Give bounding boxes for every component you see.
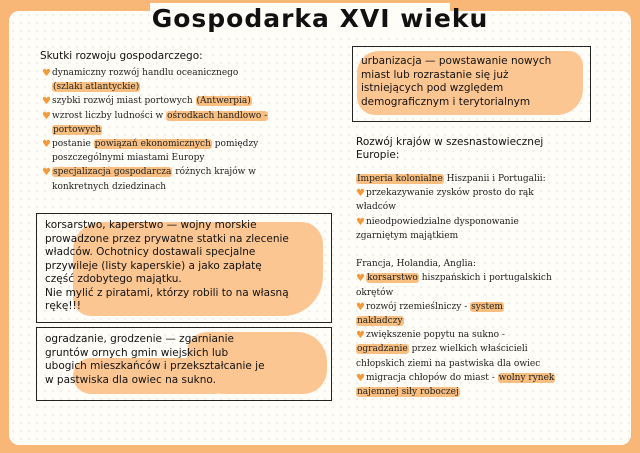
urbanizacja-text: urbanizacja — powstawanie nowych miast lub rozrastanie się już istniejących pod względem demograficznym i terytorialnym: [361, 55, 552, 108]
highlight: nakładczy: [357, 316, 403, 327]
heart-bullet-icon: ♥: [356, 301, 365, 313]
list-item: [42, 123, 268, 137]
ogradzanie-text: ogradzanie, grodzenie — zgarnianie gruntów ornych gmin wiejskich lub ubogich mieszkańców i przekształcanie je w pastwiska dla owiec na sukno.: [45, 333, 265, 386]
highlight: najemnej siły roboczej: [357, 387, 459, 398]
highlight: system: [471, 301, 503, 312]
highlight: powiązań ekonomicznych: [94, 139, 211, 150]
korsarstwo-text: korsarstwo, kaperstwo — wojny morskie prowadzone przez prywatne statki na zlecenie władców. Ochotnicy dostawali specjalne przywileje (listy kaperskie) a jako zapłatę część zdobytego majątku. Nie mylić z piratami, którzy robili to na własną rękę!!!: [45, 219, 289, 312]
list-item: ♥ korsarstwo hiszpańskich i portugalskich: [356, 273, 552, 285]
heart-bullet-icon: ♥: [42, 167, 51, 179]
heart-bullet-icon: ♥: [42, 139, 51, 151]
list-item: [356, 243, 555, 257]
list-item: ♥zwiększenie popytu na sukno -: [356, 330, 505, 342]
list-item: Francja, Holandia, Anglia:: [356, 259, 476, 270]
highlight: ogradzanie: [357, 344, 408, 355]
skutki-heading: Skutki rozwoju gospodarczego:: [40, 50, 203, 62]
korsarstwo-box: [36, 213, 332, 323]
skutki-list: [42, 66, 268, 194]
list-item: ♥rozwój rzemieślniczy - system: [356, 301, 503, 313]
list-item: władców: [356, 202, 396, 213]
list-item: konkretnych dziedzinach: [52, 181, 167, 192]
heart-bullet-icon: ♥: [356, 273, 365, 285]
highlight: Imperia kolonialne: [357, 174, 443, 184]
list-item: poszczególnymi miastami Europy: [52, 153, 205, 164]
list-item: ♥dynamiczny rozwój handlu oceanicznego: [42, 68, 239, 79]
list-item: ♥migracja chłopów do miast - wolny rynek: [356, 372, 555, 384]
list-item: [356, 314, 555, 328]
heart-bullet-icon: ♥: [42, 68, 51, 79]
list-item: ♥nieodpowiedzialne dysponowanie: [356, 216, 519, 228]
heart-bullet-icon: ♥: [42, 110, 51, 122]
rozwoj-list: [356, 172, 555, 399]
list-item: [42, 80, 268, 94]
list-item: ♥ specjalizacja gospodarcza różnych krajów w: [42, 167, 256, 179]
list-item: chłopskich ziemi na pastwiska dla owiec: [356, 358, 541, 369]
list-item: ogradzanie przez wielkich właścicieli: [357, 344, 528, 355]
list-item: ♥postanie powiązań ekonomicznych pomiędzy: [42, 139, 259, 151]
list-item: zgarniętym majątkiem: [356, 230, 459, 241]
heart-bullet-icon: ♥: [356, 330, 365, 342]
highlight: ośrodkach handlowo -: [167, 110, 268, 121]
ogradzanie-box: [36, 327, 332, 401]
highlight: wolny rynek: [498, 372, 555, 383]
highlight: portowych: [53, 124, 102, 135]
heart-bullet-icon: ♥: [356, 372, 365, 384]
list-item: Imperia kolonialne Hiszpanii i Portugalii:: [357, 174, 546, 184]
highlight: (Antwerpia): [196, 96, 251, 107]
author-handle: @krisola.note: [553, 12, 624, 22]
list-item: ♥szybki rozwój miast portowych (Antwerpia): [42, 96, 251, 108]
heart-bullet-icon: ♥: [356, 188, 365, 200]
rozwoj-heading: Rozwój krajów w szesnastowiecznej Europie:: [356, 136, 544, 161]
list-item: ♥wzrost liczby ludności w ośrodkach handlowo -: [42, 110, 268, 122]
list-item: okrętów: [356, 287, 394, 298]
heart-bullet-icon: ♥: [356, 216, 365, 228]
highlight: (szlaki atlantyckie): [53, 82, 140, 93]
highlight: korsarstwo: [367, 273, 418, 284]
urbanizacja-box: [352, 46, 591, 122]
heart-bullet-icon: ♥: [42, 96, 51, 108]
page-title: Gospodarka XVI wieku: [151, 4, 489, 33]
list-item: [356, 385, 555, 399]
highlight: specjalizacja gospodarcza: [53, 167, 172, 178]
list-item: ♥przekazywanie zysków prosto do rąk: [356, 188, 534, 200]
